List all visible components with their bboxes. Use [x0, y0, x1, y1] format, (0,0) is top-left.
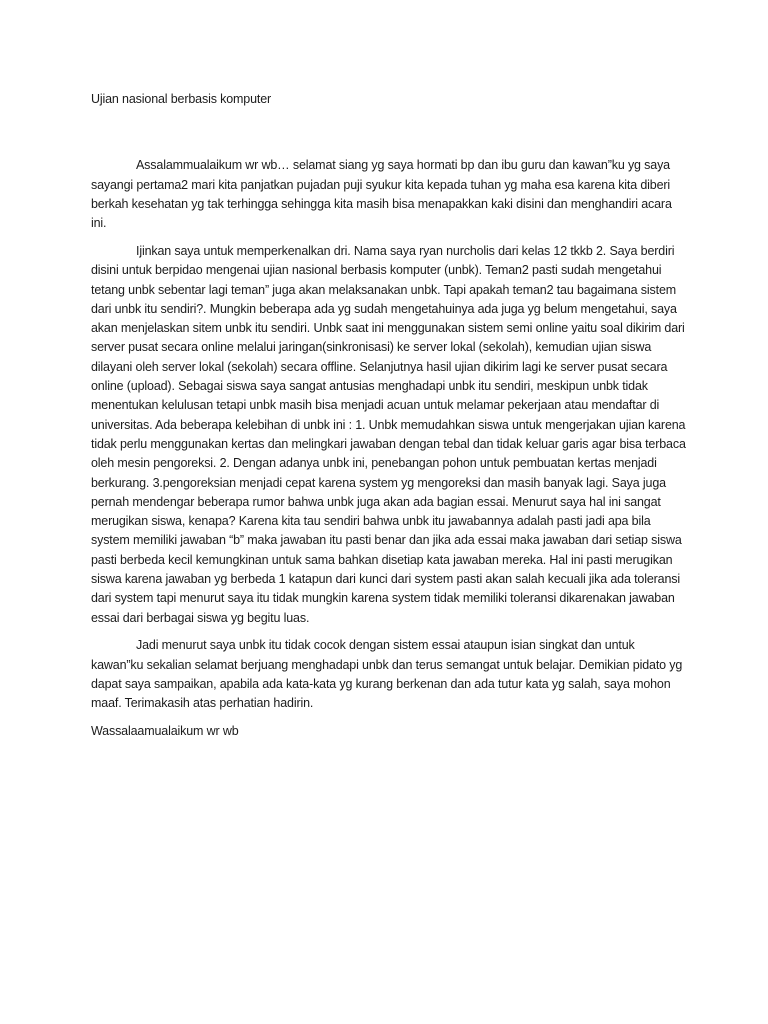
paragraph-main: Ijinkan saya untuk memperkenalkan dri. Nama saya ryan nurcholis dari kelas 12 tkkb 2. Saya berdiri disini untuk berpidao mengenai ujian nasional berbasis komputer (unbk). Teman2 pasti sudah mengetahui tetang unbk sebentar lagi teman” juga akan melaksanakan unbk. Tapi apakah teman2 tau bagaimana sistem dari unbk itu sendiri?. Mungkin beberapa ada yg sudah mengetahuinya ada juga yg belum mengetahui, saya akan menjelaskan sitem unbk itu sendiri. Unbk saat ini menggunakan sistem semi online yaitu soal dikirim dari server pusat secara online melalui jaringan(sinkronisasi) ke server lokal (sekolah), kemudian ujian siswa dilayani oleh server lokal (sekolah) secara offline. Selanjutnya hasil ujian dikirim lagi ke server pusat secara online (upload). Sebagai siswa saya sangat antusias menghadapi unbk itu sendiri, meskipun unbk tidak menentukan kelulusan tetapi unbk masih bisa menjadi acuan untuk melamar pekerjaan atau mendaftar di universitas. Ada beberapa kelebihan di unbk ini : 1. Unbk memudahkan siswa untuk mengerjakan ujian karena tidak perlu menggunakan kertas dan melingkari jawaban dengan tebal dan tidak keluar garis agar bisa terbaca oleh mesin pengoreksi. 2. Dengan adanya unbk ini, penebangan pohon untuk pembuatan kertas menjadi berkurang. 3.pengoreksian menjadi cepat karena system yg mengoreksi dan masih banyak lagi. Saya juga pernah mendengar beberapa rumor bahwa unbk juga akan ada bagian essai. Menurut saya hal ini sangat merugikan siswa, kenapa? Karena kita tau sendiri bahwa unbk itu jawabannya adalah pasti jadi apa bila system memiliki jawaban “b” maka jawaban itu pasti benar dan jika ada essai maka jawaban dari setiap siswa pasti berbeda kecil kemungkinan untuk sama bahkan disetiap kata jawaban mereka. Hal ini pasti merugikan siswa karena jawaban yg berbeda 1 katapun dari kunci dari system pasti akan salah kecuali jika ada toleransi dari system tapi menurut saya itu tidak mungkin karena system tidak memiliki toleransi dikarenakan jawaban essai dari berbagai siswa yg begitu luas. — [91, 243, 686, 625]
paragraph-conclusion: Jadi menurut saya unbk itu tidak cocok dengan sistem essai ataupun isian singkat dan untuk kawan”ku sekalian selamat berjuang menghadapi unbk dan terus semangat untuk belajar. Demikian pidato yg dapat saya sampaikan, apabila ada kata-kata yg kurang berkenan dan ada tutur kata yg salah, saya mohon maaf. Terimakasih atas perhatian hadirin. — [91, 638, 683, 711]
document-body — [91, 90, 689, 741]
document-title: Ujian nasional berbasis komputer — [91, 92, 272, 106]
paragraph-greeting: Assalammualaikum wr wb… selamat siang yg saya hormati bp dan ibu guru dan kawan”ku yg saya sayangi pertama2 mari kita panjatkan pujadan puji syukur kita kepada tuhan yg maha esa karena kita diberi berkah kesehatan yg tak terhingga sehingga kita masih bisa menapakkan kaki disini dan menghandiri acara ini. — [91, 158, 672, 231]
closing-salutation: Wassalaamualaikum wr wb — [91, 724, 239, 739]
